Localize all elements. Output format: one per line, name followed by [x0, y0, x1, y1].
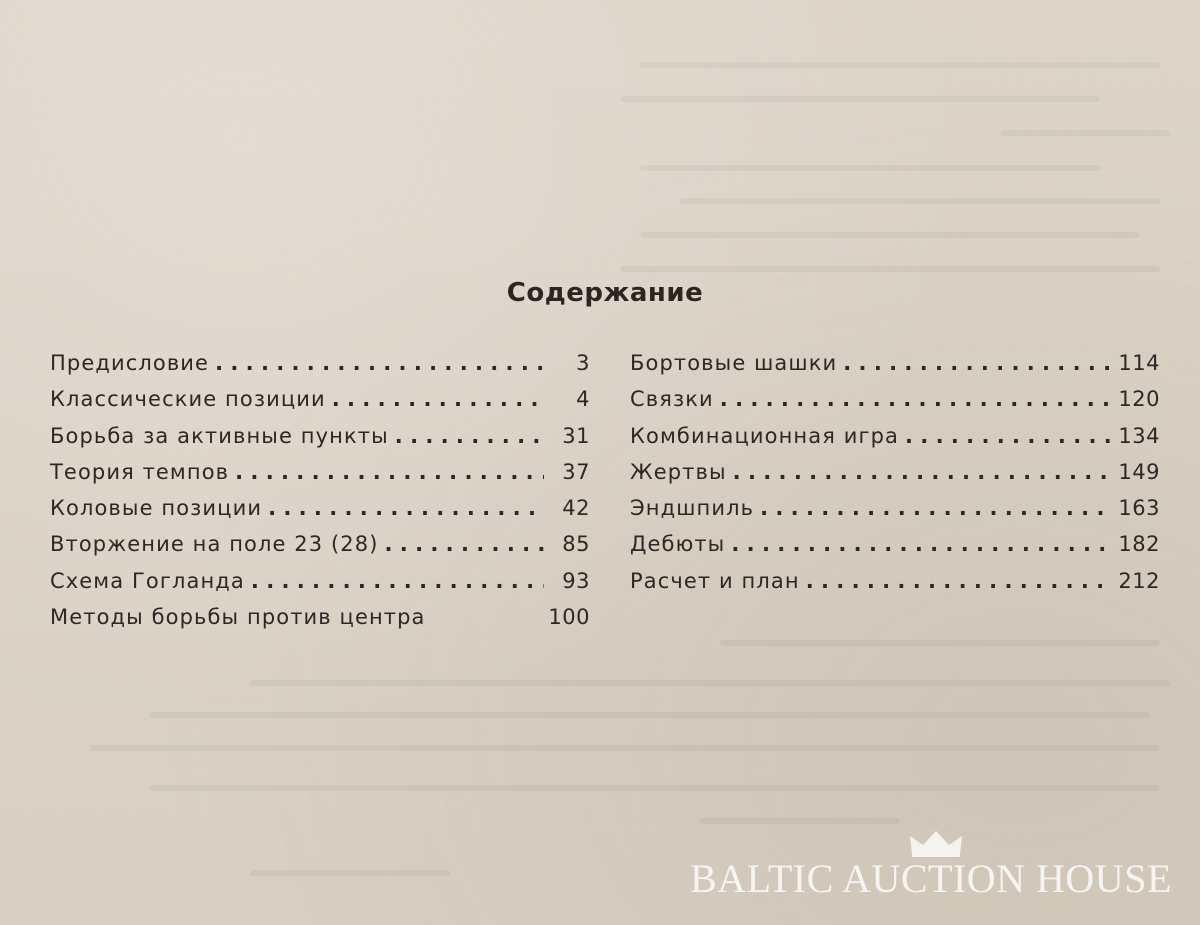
- toc-entry: [630, 460, 1160, 496]
- toc-entry-label: Комбинационная игра: [630, 423, 900, 448]
- bleed-through-line: [150, 712, 1150, 718]
- toc-entry-label: Коловые позиции: [50, 496, 263, 521]
- toc-entry: [50, 496, 590, 532]
- bleed-through-line: [620, 96, 1100, 102]
- bleed-through-line: [90, 745, 1160, 751]
- toc-entry-page: 149: [1118, 459, 1160, 484]
- toc-entry: [50, 532, 590, 568]
- toc-entry-page: 85: [562, 532, 590, 557]
- toc-entry: [50, 460, 590, 496]
- toc-entry-label: Схема Гогланда: [50, 568, 245, 593]
- dot-leader: [731, 532, 1112, 556]
- bleed-through-line: [250, 870, 450, 876]
- toc-entry-page: 163: [1118, 496, 1160, 521]
- toc-entry-label: Классические позиции: [50, 387, 326, 412]
- toc-entry-page: 4: [576, 387, 590, 412]
- dot-leader: [843, 351, 1112, 375]
- toc-entry: [50, 424, 590, 460]
- toc-entry: [50, 569, 590, 605]
- toc-entry-label: Жертвы: [630, 459, 727, 484]
- toc-entry-label: Эндшпиль: [630, 496, 755, 521]
- toc-entry-label: Дебюты: [630, 532, 726, 557]
- toc-entry-label: Расчет и план: [630, 568, 800, 593]
- toc-entry-label: Бортовые шашки: [630, 351, 838, 375]
- watermark-text: BALTIC AUCTION HOUSE: [690, 856, 1172, 901]
- dot-leader: [760, 496, 1112, 520]
- toc-entry-page: 182: [1118, 532, 1160, 557]
- toc-entry-page: 134: [1118, 423, 1160, 448]
- toc-entry-page: 100: [548, 605, 590, 630]
- dot-leader: [385, 532, 544, 556]
- bleed-through-line: [620, 266, 1160, 272]
- bleed-through-line: [640, 165, 1100, 171]
- bleed-through-line: [150, 785, 1160, 791]
- bleed-through-line: [1000, 130, 1170, 136]
- toc-entry-page: 31: [562, 423, 590, 448]
- dot-leader: [235, 460, 544, 484]
- toc-entry: [630, 532, 1160, 568]
- toc-entry-page: 93: [562, 568, 590, 593]
- toc-title: Содержание: [506, 278, 704, 308]
- dot-leader: [395, 424, 544, 448]
- toc-entry-label: Теория темпов: [50, 459, 230, 484]
- toc-entry-page: 114: [1118, 351, 1160, 375]
- toc-entry: [630, 424, 1160, 460]
- toc-entry: [50, 387, 590, 423]
- dot-leader: [720, 387, 1113, 411]
- dot-leader: [733, 460, 1113, 484]
- toc-entry-page: 37: [562, 459, 590, 484]
- toc-column-right: [630, 351, 1160, 605]
- toc-entry: [630, 496, 1160, 532]
- bleed-through-line: [680, 198, 1160, 204]
- toc-entry-label: Предисловие: [50, 351, 210, 375]
- toc-entry: [630, 351, 1160, 387]
- toc-entry: [50, 351, 590, 387]
- bleed-through-line: [250, 680, 1170, 686]
- bleed-through-line: [700, 818, 900, 824]
- toc-column-left: [50, 351, 590, 641]
- toc-entry-label: Борьба за активные пункты: [50, 423, 389, 448]
- toc-entry-label: Связки: [630, 387, 714, 412]
- toc-entry-page: 212: [1118, 568, 1160, 593]
- toc-entry: [50, 605, 590, 641]
- bleed-through-line: [720, 640, 1160, 646]
- toc-entry-label: Вторжение на поле 23 (28): [50, 532, 379, 557]
- toc-entry-page: 42: [562, 496, 590, 521]
- crown-icon: [908, 828, 964, 858]
- toc-entry: [630, 569, 1160, 605]
- dot-leader: [806, 569, 1113, 593]
- dot-leader: [905, 424, 1112, 448]
- toc-entry-page: 120: [1118, 387, 1160, 412]
- dot-leader: [251, 569, 544, 593]
- bleed-through-line: [640, 62, 1160, 68]
- toc-entry: [630, 387, 1160, 423]
- dot-leader: [332, 387, 544, 411]
- dot-leader: [215, 351, 544, 375]
- toc-entry-page: 3: [576, 351, 590, 375]
- bleed-through-line: [640, 232, 1140, 238]
- dot-leader: [268, 496, 544, 520]
- toc-entry-label: Методы борьбы против центра: [50, 605, 426, 630]
